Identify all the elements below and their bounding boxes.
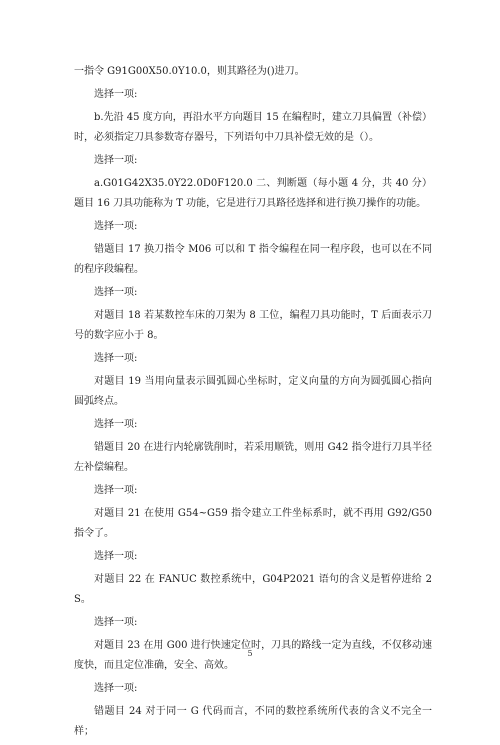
paragraph: 一指令 G91G00X50.0Y10.0，则其路径为()进刀。 [74, 66, 305, 77]
document-body [74, 62, 432, 745]
paragraph: 对题目 23 在用 G00 进行快速定位时，刀具的路线一定为直线，不仅移动速度快，而且定位准确，安全、高效。 [74, 640, 432, 671]
paragraph: 错题目 24 对于同一 G 代码而言，不同的数控系统所代表的含义不完全一样； [74, 706, 432, 737]
paragraph: 错题目 17 换刀指令 M06 可以和 T 指令编程在同一程序段，也可以在不同的程序段编程。 [74, 244, 432, 275]
paragraph: 选择一项: [94, 683, 138, 694]
paragraph: 对题目 21 在使用 G54~G59 指令建立工件坐标系时，就不再用 G92/G50 指令了。 [74, 508, 432, 539]
paragraph: b.先沿 45 度方向，再沿水平方向题目 15 在编程时，建立刀具偏置（补偿）时，必须指定刀具参数寄存器号，下列语句中刀具补偿无效的是（）。 [74, 112, 432, 143]
paragraph: 对题目 19 当用向量表示圆弧圆心坐标时，定义向量的方向为圆弧圆心指向圆弧终点。 [74, 376, 432, 407]
paragraph: 错题目 20 在进行内轮廓铣削时，若采用顺铣，则用 G42 指令进行刀具半径左补偿编程。 [74, 442, 432, 473]
paragraph: 选择一项: [94, 287, 138, 298]
paragraph: 选择一项: [94, 353, 138, 364]
paragraph: 选择一项: [94, 485, 138, 496]
paragraph: a.G01G42X35.0Y22.0D0F120.0 二、判断题（每小题 4 分，共 40 分）题目 16 刀具功能称为 T 功能，它是进行刀具路径选择和进行换刀操作的功能。 [74, 178, 432, 209]
paragraph: 选择一项: [94, 419, 138, 430]
paragraph: 选择一项: [94, 155, 138, 166]
paragraph: 对题目 18 若某数控车床的刀架为 8 工位，编程刀具功能时，T 后面表示刀号的数字应小于 8。 [74, 310, 432, 341]
paragraph: 选择一项: [94, 551, 138, 562]
paragraph: 选择一项: [94, 617, 138, 628]
page-number: 5 [247, 649, 253, 658]
paragraph: 选择一项: [94, 221, 138, 232]
paragraph: 选择一项: [94, 89, 138, 100]
paragraph: 对题目 22 在 FANUC 数控系统中，G04P2021 语句的含义是暂停进给 2S。 [74, 574, 432, 605]
